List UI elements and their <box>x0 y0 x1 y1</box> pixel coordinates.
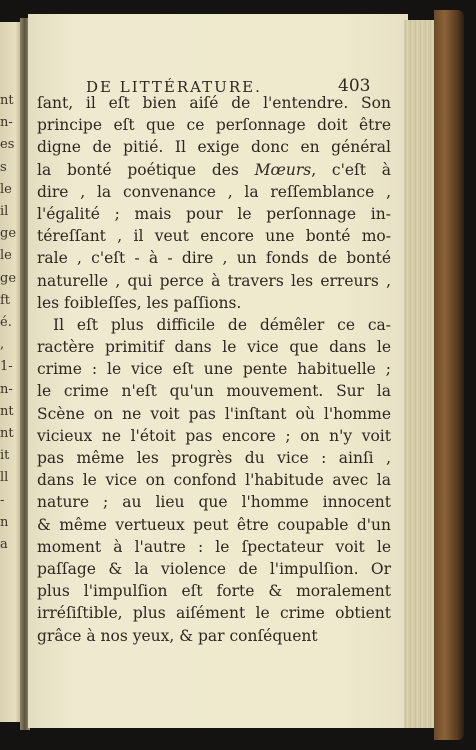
left-page-fragment: ge <box>0 270 17 286</box>
left-page-fragment: n <box>0 514 9 530</box>
left-page-fragment: , <box>0 337 5 353</box>
text-line: ſant, il eſt bien aiſé de l'entendre. Son <box>37 94 391 112</box>
text-line: nature ; au lieu que l'homme innocent <box>37 493 391 512</box>
text-line: principe eſt que ce perſonnage doit être <box>37 116 391 135</box>
text-line: moment à l'autre : le ſpectateur voit le <box>37 537 391 556</box>
text-line: vicieux ne l'étoit pas encore ; on n'y voit <box>37 426 391 445</box>
left-page-fragment: - <box>0 492 5 508</box>
text-line: grâce à nos yeux, & par conſéquent <box>37 626 318 645</box>
left-page-fragment: s <box>0 159 7 175</box>
running-header: DE LITTÉRATURE. <box>86 78 262 96</box>
text-line: la bonté poétique des Mœurs, c'eſt à <box>37 160 391 179</box>
left-page-fragment: il <box>0 204 9 219</box>
left-page-fragment: n- <box>0 381 13 397</box>
left-page-fragment: it <box>0 448 10 464</box>
text-line: plus l'impulſion eſt forte & moralement <box>37 582 391 601</box>
text-line: Scène on ne voit pas l'inſtant où l'homme <box>37 404 391 423</box>
text-line: digne de pitié. Il exige donc en général <box>37 138 391 157</box>
left-page-fragment: é. <box>0 315 12 330</box>
text-line: rale , c'eſt - à - dire , un fonds de bonté <box>37 249 391 268</box>
page-edges <box>404 20 436 728</box>
left-page-fragment: n- <box>0 115 13 131</box>
text-line: naturelle , qui perce à travers les erreurs , <box>37 271 391 290</box>
text-line: & même vertueux peut être coupable d'un <box>37 515 391 534</box>
left-page-fragment: nt <box>0 426 14 441</box>
left-page-fragment: 1- <box>0 359 13 375</box>
text-line: paſſage & la violence de l'impulſion. Or <box>37 559 391 578</box>
text-line: téreſſant , il veut encore une bonté mo- <box>37 227 391 246</box>
text-line: l'égalité ; mais pour le perſonnage in- <box>37 204 391 223</box>
text-line: dans le vice on confond l'habitude avec la <box>37 471 391 490</box>
left-page-fragment: a <box>0 537 8 552</box>
left-page-fragment: nt <box>0 93 14 108</box>
left-page-edge <box>0 22 22 722</box>
text-line: les foibleſſes, les paſſions. <box>37 293 242 312</box>
left-page-fragment: ft <box>0 292 11 308</box>
text-line: crime : le vice eſt une pente habituelle ; <box>37 360 391 379</box>
text-line: ractère primitif dans le vice que dans le <box>37 338 391 357</box>
text-line: pas même les progrès du vice : ainſi , <box>37 449 391 467</box>
text-line: dire , la convenance , la reſſemblance , <box>37 182 391 201</box>
book-cover-edge <box>434 10 464 740</box>
left-page-fragment: le <box>0 181 12 197</box>
page-number: 403 <box>338 76 371 96</box>
text-line: le crime n'eſt qu'un mouvement. Sur la <box>37 382 391 401</box>
text-line: Il eſt plus difficile de démêler ce ca- <box>53 315 391 334</box>
left-page-fragment: ll <box>0 470 9 486</box>
body-text <box>37 92 391 647</box>
left-page-fragment: nt <box>0 403 14 419</box>
text-line: irréſiſtible, plus aiſément le crime obtient <box>37 604 391 623</box>
left-page-fragment: le <box>0 248 12 264</box>
left-page-fragment: es <box>0 137 15 153</box>
left-page-fragment: ge <box>0 226 17 242</box>
